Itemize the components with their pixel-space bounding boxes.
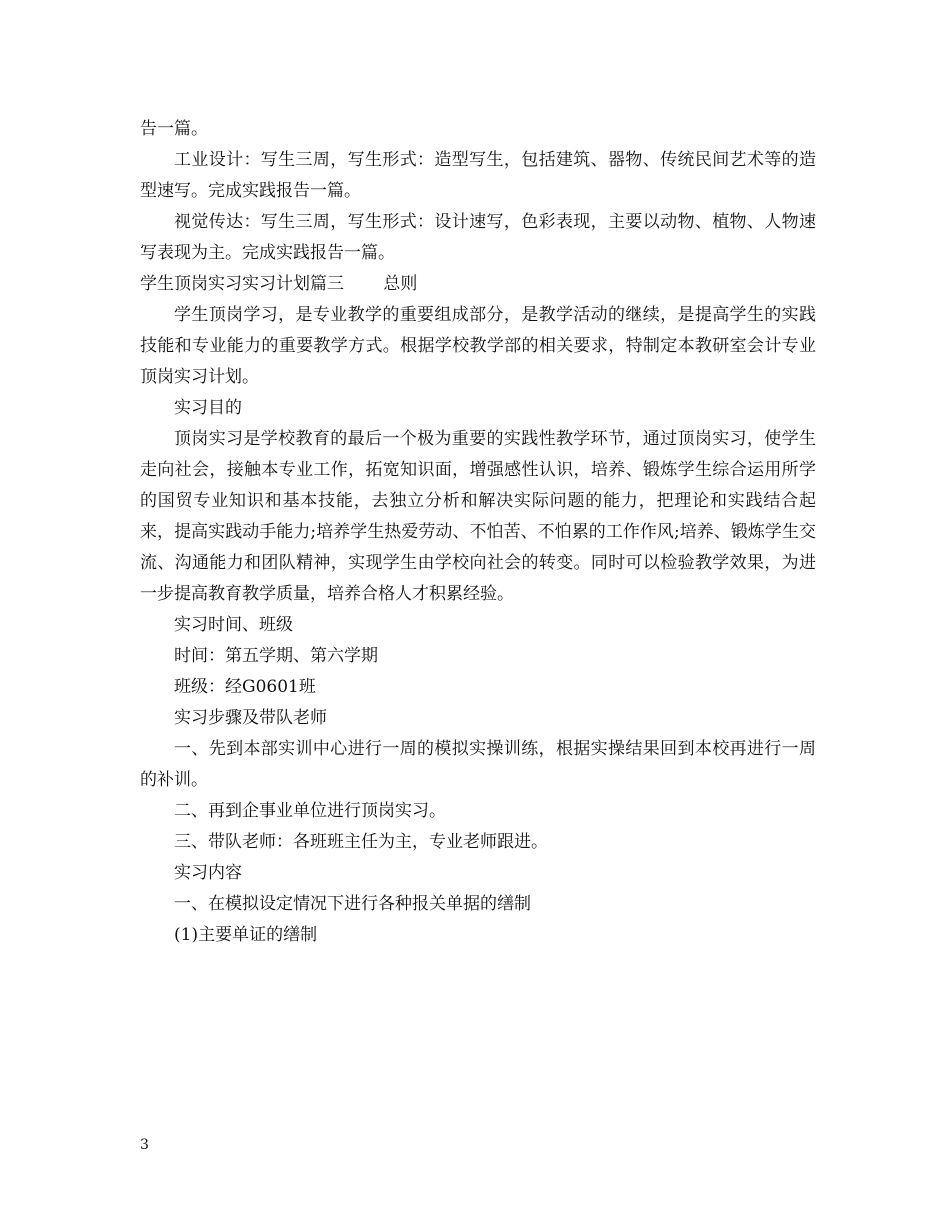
paragraph: 实习时间、班级 [174,615,293,635]
paragraph: (1)主要单证的缮制 [174,925,318,945]
paragraph: 实习内容 [174,863,242,883]
paragraph: 一、在模拟设定情况下进行各种报关单据的缮制 [174,894,531,914]
paragraph: 实习目的 [174,398,242,418]
paragraph: 三、带队老师：各班班主任为主，专业老师跟进。 [174,832,548,852]
document-body [140,114,816,951]
paragraph: 实习步骤及带队老师 [174,708,327,728]
paragraph: 时间：第五学期、第六学期 [174,646,378,666]
paragraph: 一、先到本部实训中心进行一周的模拟实操训练，根据实操结果回到本校再进行一周的补训。 [140,739,816,790]
paragraph: 学生顶岗学习，是专业教学的重要组成部分，是教学活动的继续，是提高学生的实践技能和专业能力的重要教学方式。根据学校教学部的相关要求，特制定本教研室会计专业顶岗实习计划。 [140,305,816,387]
section-heading: 学生顶岗实习实习计划篇三 总则 [140,274,418,294]
paragraph: 班级：经G0601班 [174,677,316,697]
paragraph: 二、再到企事业单位进行顶岗实习。 [174,801,446,821]
paragraph: 告一篇。 [140,119,208,139]
paragraph: 视觉传达：写生三周，写生形式：设计速写，色彩表现，主要以动物、植物、人物速写表现为主。完成实践报告一篇。 [140,212,816,263]
page-number: 3 [140,1137,149,1153]
paragraph: 顶岗实习是学校教育的最后一个极为重要的实践性教学环节，通过顶岗实习，使学生走向社会，接触本专业工作，拓宽知识面，增强感性认识，培养、锻炼学生综合运用所学的国贸专业知识和基本技能，去独立分析和解决实际问题的能力，把理论和实践结合起来，提高实践动手能力;培养学生热爱劳动、不怕苦、不怕累的工作作风;培养、锻炼学生交流、沟通能力和团队精神，实现学生由学校向社会的转变。同时可以检验教学效果，为进一步提高教育教学质量，培养合格人才积累经验。 [140,429,816,604]
paragraph: 工业设计：写生三周，写生形式：造型写生，包括建筑、器物、传统民间艺术等的造型速写。完成实践报告一篇。 [140,150,816,201]
